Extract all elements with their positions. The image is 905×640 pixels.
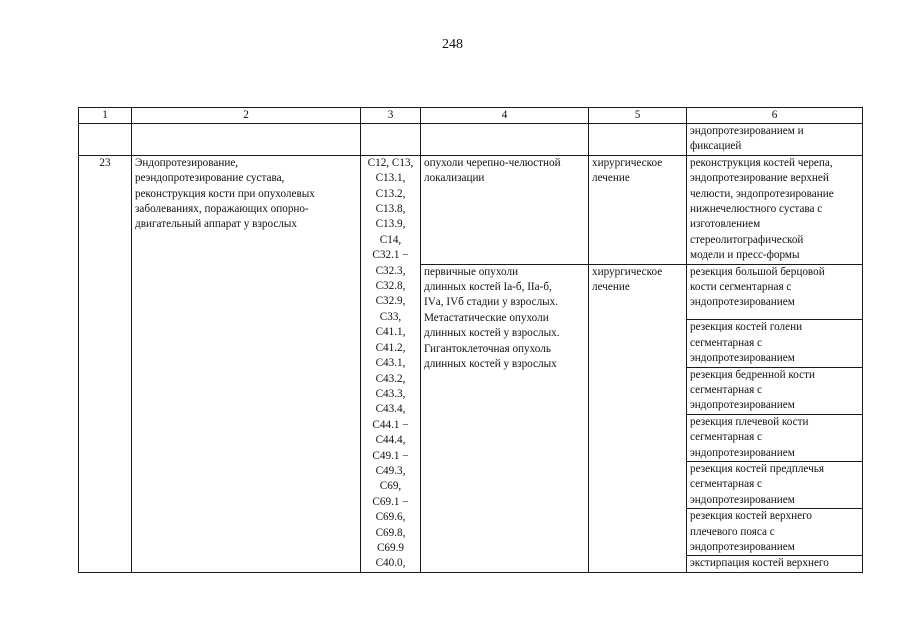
disease-cell <box>421 155 589 264</box>
text-line: резекция плечевой кости <box>690 415 809 428</box>
text-line: C44.4, <box>375 434 406 447</box>
text-line: сегментарная с <box>690 431 762 444</box>
text-line: C43.1, <box>375 357 406 370</box>
continuation-row <box>79 124 863 156</box>
text-line: реконструкция кости при опухолевых <box>135 187 315 200</box>
treatment-type-cell <box>589 264 687 572</box>
method-cell <box>687 414 863 461</box>
text-line: сегментарная с <box>690 336 762 349</box>
text-line: эндопротезированием <box>690 540 795 553</box>
text-line: C69, <box>379 480 402 493</box>
text-line: C69.1 − <box>372 495 409 508</box>
text-line: Эндопротезирование, <box>135 156 239 169</box>
empty-cell <box>132 124 361 156</box>
text-line: нижнечелюстного сустава с <box>690 203 823 216</box>
icd-codes-cell <box>361 155 421 572</box>
text-line: эндопротезирование верхней <box>690 172 829 185</box>
text-line: лечение <box>592 281 630 294</box>
empty-cell <box>361 124 421 156</box>
text-line: хирургическое <box>592 265 663 278</box>
text-line: C43.3, <box>375 387 406 400</box>
text-line: C44.1 − <box>372 418 409 431</box>
text-line: C41.2, <box>375 341 406 354</box>
text-line: C41.1, <box>375 326 406 339</box>
empty-cell <box>79 124 132 156</box>
text-line: длинных костей у взрослых <box>424 358 557 371</box>
method-cell <box>687 461 863 508</box>
text-line: плечевого пояса с <box>690 525 775 538</box>
header-cell: 6 <box>687 108 863 124</box>
text-line: C32.3, <box>375 264 406 277</box>
header-cell: 3 <box>361 108 421 124</box>
method-cell <box>687 367 863 414</box>
text-line: резекция костей верхнего <box>690 510 813 523</box>
text-line: опухоли черепно-челюстной <box>424 156 561 169</box>
header-cell: 2 <box>132 108 361 124</box>
table-row <box>79 155 863 264</box>
text-line: сегментарная с <box>690 383 762 396</box>
header-cell: 1 <box>79 108 132 124</box>
procedure-name-cell <box>132 155 361 572</box>
text-line: C43.4, <box>375 403 406 416</box>
text-line: челюсти, эндопротезирование <box>690 187 834 200</box>
method-cell <box>687 320 863 367</box>
empty-cell <box>421 124 589 156</box>
text-line: C13.8, <box>375 203 406 216</box>
text-line: двигательный аппарат у взрослых <box>135 218 297 231</box>
text-line: Гигантоклеточная опухоль <box>424 342 551 355</box>
text-line: резекция большой берцовой <box>690 265 825 278</box>
text-line: резекция костей предплечья <box>690 462 824 475</box>
text-line: эндопротезированием <box>690 446 795 459</box>
text-line: резекция костей голени <box>690 321 803 334</box>
text-line: эндопротезированием <box>690 296 795 309</box>
text-line: стереолитографической <box>690 233 804 246</box>
text-line: C49.3, <box>375 464 406 477</box>
text-line: C13.2, <box>375 187 406 200</box>
text-line: C40.0, <box>375 557 406 570</box>
text-line: экстирпация костей верхнего <box>690 557 829 570</box>
text-line: первичные опухоли <box>424 265 519 278</box>
text-line: сегментарная с <box>690 478 762 491</box>
text-line: C49.1 − <box>372 449 409 462</box>
text-line: локализации <box>424 172 485 185</box>
header-cell: 5 <box>589 108 687 124</box>
text-line: длинных костей Iа-б, IIа-б, <box>424 281 552 294</box>
page-number: 248 <box>442 37 463 52</box>
text-line: C69.8, <box>375 526 406 539</box>
text-line: C69.9 <box>376 541 405 554</box>
text-line: эндопротезированием и <box>690 125 804 137</box>
header-cell: 4 <box>421 108 589 124</box>
method-cell <box>687 556 863 572</box>
text-line: Метастатические опухоли <box>424 311 549 324</box>
text-line: длинных костей у взрослых. <box>424 327 560 340</box>
text-line: C12, C13, <box>367 156 414 169</box>
text-line: заболеваниях, поражающих опорно- <box>135 203 309 216</box>
text-line: хирургическое <box>592 156 663 169</box>
disease-cell <box>421 264 589 572</box>
row-number-cell: 23 <box>79 155 132 572</box>
text-line: C32.9, <box>375 295 406 308</box>
text-line: C32.8, <box>375 280 406 293</box>
header-row <box>79 108 863 124</box>
text-line: C43.2, <box>375 372 406 385</box>
text-line: C13.1, <box>375 172 406 185</box>
text-line: C33, <box>379 310 402 323</box>
text-line: C69.6, <box>375 511 406 524</box>
method-cell <box>687 264 863 320</box>
method-cell <box>687 155 863 264</box>
text-line: реконструкция костей черепа, <box>690 156 833 169</box>
empty-cell <box>589 124 687 156</box>
text-line: IVа, IVб стадии у взрослых. <box>424 296 559 309</box>
text-line: лечение <box>592 172 630 185</box>
treatment-table <box>78 107 863 573</box>
text-line: модели и пресс-формы <box>690 249 800 262</box>
treatment-type-cell <box>589 155 687 264</box>
text-line: C14, <box>379 233 402 246</box>
text-line: эндопротезированием <box>690 352 795 365</box>
text-line: C32.1 − <box>372 249 409 262</box>
method-cell <box>687 124 863 156</box>
text-line: фиксацией <box>690 140 742 153</box>
text-line: изготовлением <box>690 218 761 231</box>
method-cell <box>687 509 863 556</box>
text-line: реэндопротезирование сустава, <box>135 172 285 185</box>
text-line: C13.9, <box>375 218 406 231</box>
text-line: кости сегментарная с <box>690 281 792 294</box>
text-line: эндопротезированием <box>690 493 795 506</box>
text-line: резекция бедренной кости <box>690 368 815 381</box>
text-line: эндопротезированием <box>690 399 795 412</box>
